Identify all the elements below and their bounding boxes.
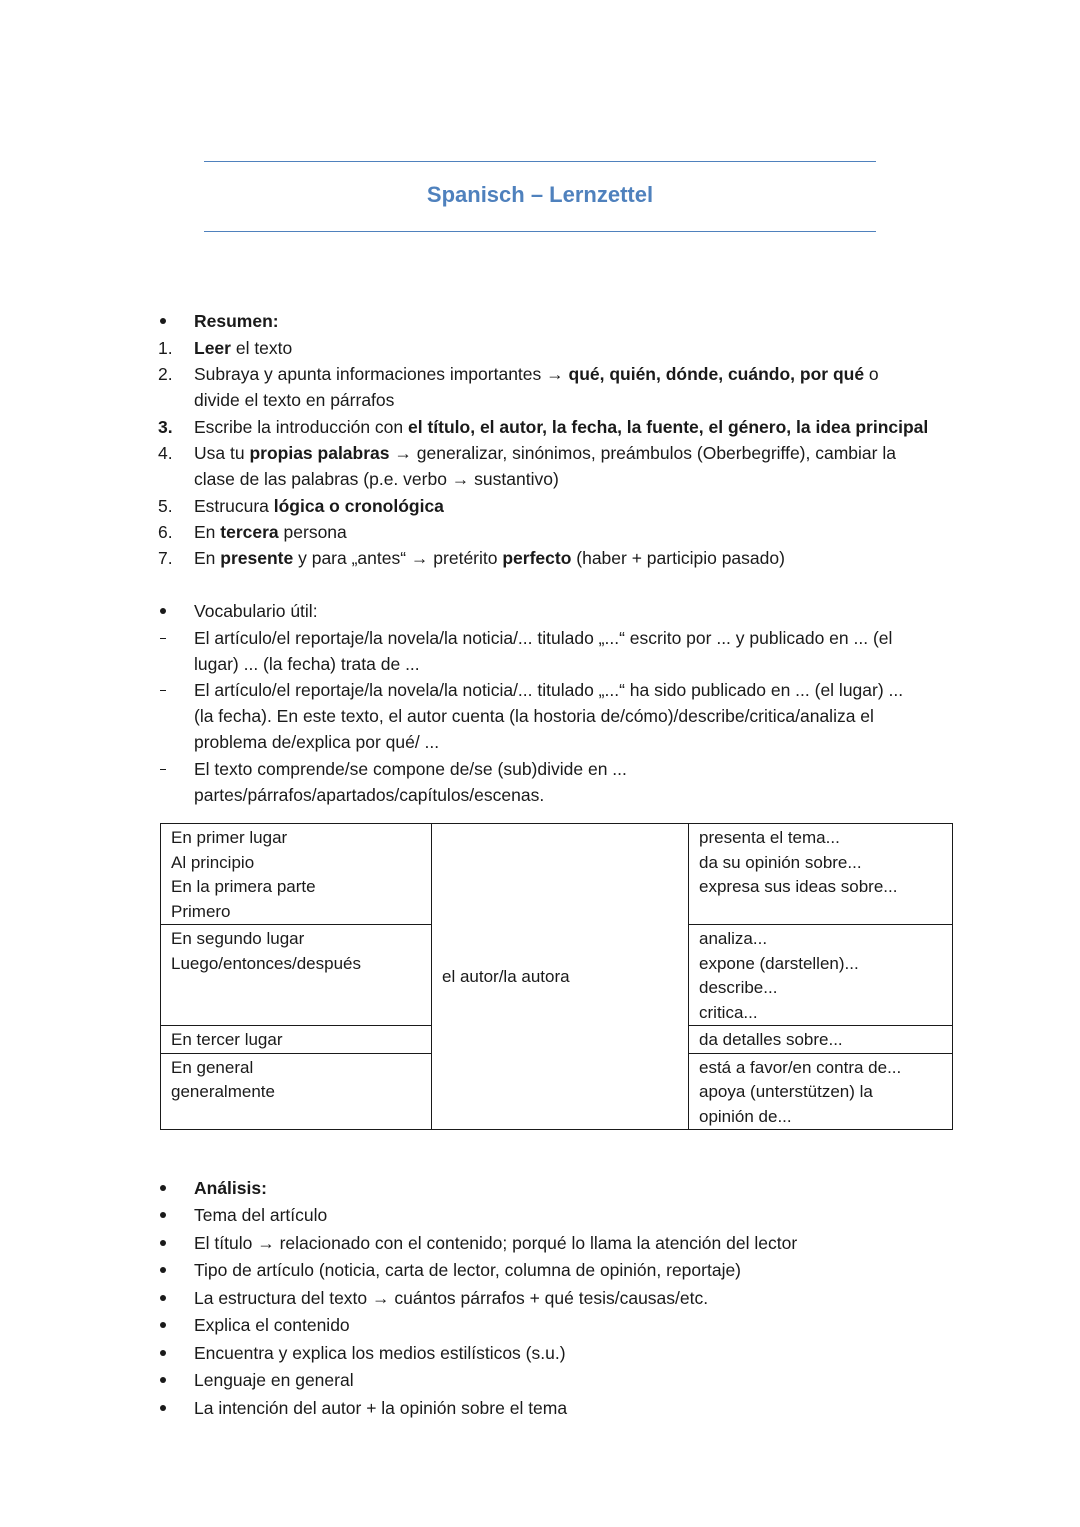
- vocab-line: El artículo/el reportaje/la novela/la noticia/... titulado „...“ ha sido publicado en ... (el lugar) ...: [194, 680, 904, 700]
- vocab-line: problema de/explica por qué/ ...: [194, 732, 440, 752]
- dash: [160, 690, 166, 691]
- bullet: [160, 1322, 166, 1328]
- step-number: 6.: [158, 522, 173, 542]
- bullet: [160, 608, 166, 614]
- analisis-item: Lenguaje en general: [194, 1370, 354, 1390]
- vocab-line: El texto comprende/se compone de/se (sub)divide en ...: [194, 759, 627, 779]
- bullet: [160, 318, 166, 324]
- analisis-heading: Análisis:: [194, 1178, 267, 1198]
- bullet: [160, 1295, 166, 1301]
- bullet: [160, 1377, 166, 1383]
- analisis-item: Explica el contenido: [194, 1315, 350, 1335]
- table-cell-left: En tercer lugar: [161, 1026, 432, 1054]
- table-cell-left: En segundo lugar Luego/entonces/después: [161, 925, 432, 1026]
- vocab-table: [160, 823, 953, 1130]
- resumen-step: Usa tu propias palabras → generalizar, sinónimos, preámbulos (Oberbegriffe), cambiar la: [194, 443, 896, 463]
- title-rule-top: [204, 161, 876, 162]
- step-number: 5.: [158, 496, 173, 516]
- resumen-step: En presente y para „antes“ → pretérito perfecto (haber + participio pasado): [194, 548, 785, 568]
- table-cell-left: En general generalmente: [161, 1053, 432, 1130]
- resumen-step: divide el texto en párrafos: [194, 390, 395, 410]
- analisis-item: Tipo de artículo (noticia, carta de lector, columna de opinión, reportaje): [194, 1260, 742, 1280]
- analisis-item: La estructura del texto → cuántos párrafos + qué tesis/causas/etc.: [194, 1288, 709, 1308]
- title-rule-bottom: [204, 231, 876, 232]
- step-number: 2.: [158, 364, 173, 384]
- table-cell-middle: el autor/la autora: [432, 824, 689, 1130]
- analisis-item: La intención del autor + la opinión sobre el tema: [194, 1398, 568, 1418]
- step-number: 1.: [158, 338, 173, 358]
- analisis-item: El título → relacionado con el contenido; porqué lo llama la atención del lector: [194, 1233, 798, 1253]
- step-number: 3.: [158, 417, 173, 437]
- vocab-line: lugar) ... (la fecha) trata de ...: [194, 654, 420, 674]
- bullet: [160, 1267, 166, 1273]
- dash: [160, 769, 166, 770]
- vocab-line: partes/párrafos/apartados/capítulos/escenas.: [194, 785, 545, 805]
- resumen-step: En tercera persona: [194, 522, 347, 542]
- table-cell-right: está a favor/en contra de... apoya (unterstützen) la opinión de...: [689, 1053, 953, 1130]
- vocab-line: (la fecha). En este texto, el autor cuenta (la hostoria de/cómo)/describe/critica/analiza el: [194, 706, 874, 726]
- table-cell-right: da detalles sobre...: [689, 1026, 953, 1054]
- vocabulario-heading: Vocabulario útil:: [194, 601, 318, 621]
- step-number: 4.: [158, 443, 173, 463]
- vocab-line: El artículo/el reportaje/la novela/la noticia/... titulado „...“ escrito por ... y publicado en ... (el: [194, 628, 893, 648]
- dash: [160, 638, 166, 639]
- analisis-item: Encuentra y explica los medios estilísticos (s.u.): [194, 1343, 566, 1363]
- page-title: Spanisch – Lernzettel: [426, 182, 654, 207]
- bullet: [160, 1185, 166, 1191]
- table-cell-left: En primer lugar Al principio En la primera parte Primero: [161, 824, 432, 925]
- analisis-item: Tema del artículo: [194, 1205, 328, 1225]
- step-number: 7.: [158, 548, 173, 568]
- table-cell-right: presenta el tema... da su opinión sobre... expresa sus ideas sobre...: [689, 824, 953, 925]
- bullet: [160, 1240, 166, 1246]
- table-cell-right: analiza... expone (darstellen)... describe... critica...: [689, 925, 953, 1026]
- resumen-heading: Resumen:: [194, 311, 279, 331]
- resumen-step: Estrucura lógica o cronológica: [194, 496, 444, 516]
- resumen-step: Leer el texto: [194, 338, 293, 358]
- bullet: [160, 1350, 166, 1356]
- resumen-step: Subraya y apunta informaciones importantes → qué, quién, dónde, cuándo, por qué o: [194, 364, 879, 384]
- bullet: [160, 1212, 166, 1218]
- bullet: [160, 1405, 166, 1411]
- resumen-step: Escribe la introducción con el título, el autor, la fecha, la fuente, el género, la idea principal: [194, 417, 929, 437]
- resumen-step: clase de las palabras (p.e. verbo → sustantivo): [194, 469, 559, 489]
